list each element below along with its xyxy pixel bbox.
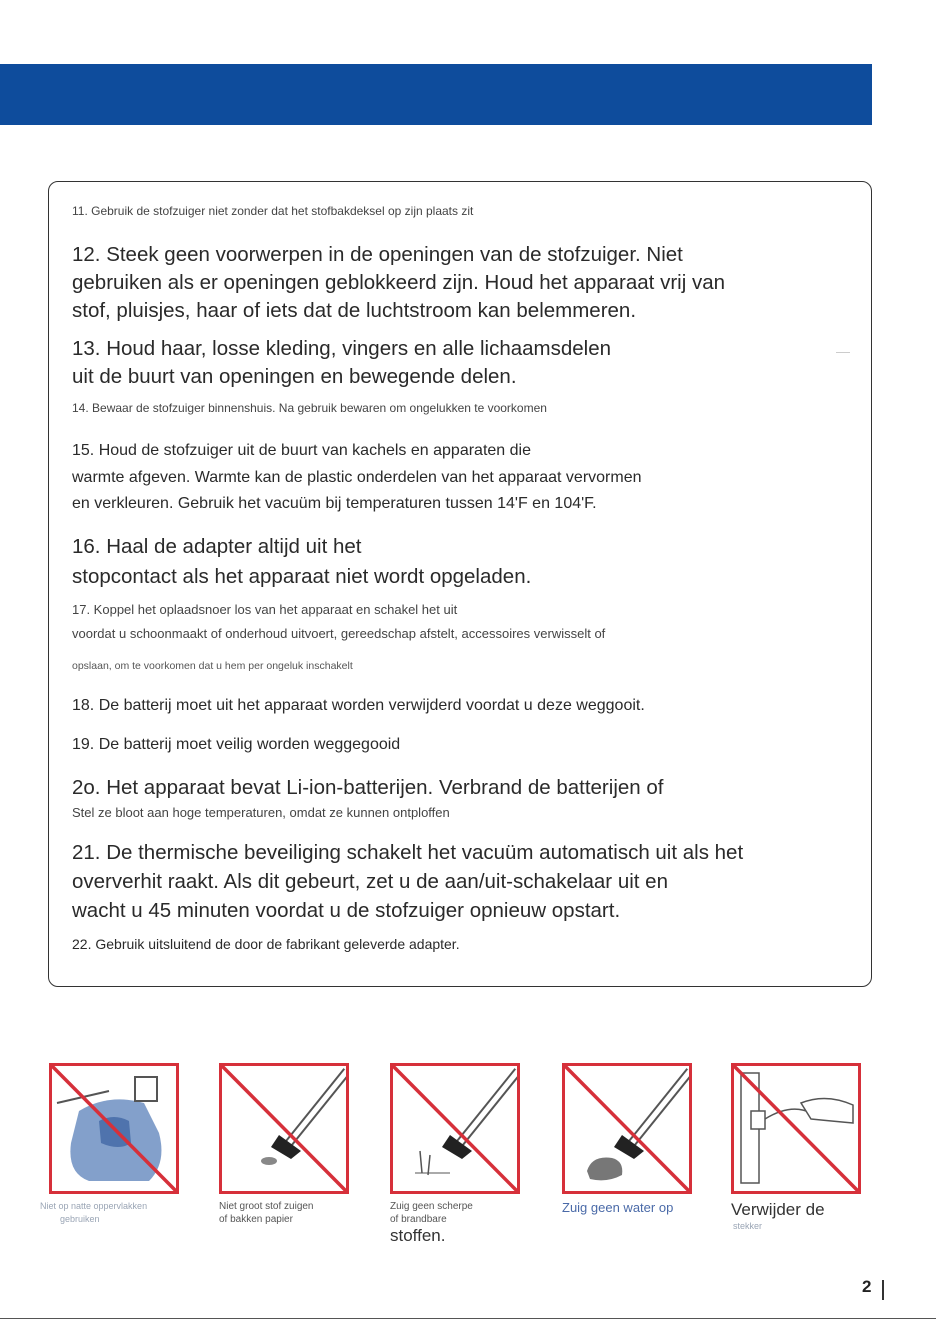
caption-large-debris-line-1: Niet groot stof zuigen: [219, 1201, 314, 1212]
instruction-14: 14. Bewaar de stofzuiger binnenshuis. Na gebruik bewaren om ongelukken te voorkomen: [72, 401, 547, 415]
no-unplug-by-cord-icon: [731, 1063, 861, 1194]
no-wet-surface-icon: [49, 1063, 179, 1194]
no-sharp-objects-icon: [390, 1063, 520, 1194]
caption-sharp-objects-line-2: of brandbare: [390, 1214, 447, 1225]
caption-water-line-1: Zuig geen water op: [562, 1200, 674, 1215]
no-water-icon: [562, 1063, 692, 1194]
caption-sharp-objects: [390, 1200, 525, 1246]
instruction-13-line-1: 13. Houd haar, losse kleding, vingers en alle lichaamsdelen: [72, 337, 612, 360]
instruction-12-line-2: gebruiken als er openingen geblokkeerd zijn. Houd het apparaat vrij van: [72, 271, 726, 294]
instruction-21-line-3: wacht u 45 minuten voordat u de stofzuiger opnieuw opstart.: [72, 899, 621, 922]
caption-sharp-objects-line-3: stoffen.: [390, 1226, 446, 1245]
header-band: [0, 64, 872, 125]
caption-wet-surface-line-2: gebruiken: [60, 1214, 100, 1224]
bottom-rule: [0, 1318, 936, 1319]
instruction-21-line-1: 21. De thermische beveiliging schakelt het vacuüm automatisch uit als het: [72, 841, 744, 864]
caption-sharp-objects-line-1: Zuig geen scherpe: [390, 1201, 473, 1212]
caption-unplug-line-1: Verwijder de: [731, 1200, 825, 1219]
caption-large-debris: [219, 1200, 354, 1226]
instruction-20-line-1: 2o. Het apparaat bevat Li-ion-batterijen. Verbrand de batterijen of: [72, 776, 664, 799]
instruction-13-line-2: uit de buurt van openingen en bewegende delen.: [72, 365, 517, 388]
instruction-15-line-2: warmte afgeven. Warmte kan de plastic onderdelen van het apparaat vervormen: [72, 469, 642, 486]
instruction-20-line-2: Stel ze bloot aan hoge temperaturen, omdat ze kunnen ontploffen: [72, 805, 450, 820]
instruction-19: 19. De batterij moet veilig worden weggegooid: [72, 736, 401, 753]
side-mark: [836, 352, 850, 353]
instruction-12-line-1: 12. Steek geen voorwerpen in de openingen van de stofzuiger. Niet: [72, 243, 683, 266]
instruction-11: 11. Gebruik de stofzuiger niet zonder dat het stofbakdeksel op zijn plaats zit: [72, 204, 474, 218]
instruction-17-line-1: 17. Koppel het oplaadsnoer los van het apparaat en schakel het uit: [72, 602, 458, 617]
caption-wet-surface: [40, 1200, 175, 1226]
page-number: 2: [862, 1277, 872, 1296]
instruction-22: 22. Gebruik uitsluitend de door de fabrikant geleverde adapter.: [72, 936, 460, 952]
caption-unplug: [731, 1200, 866, 1233]
instruction-15-line-3: en verkleuren. Gebruik het vacuüm bij temperaturen tussen 14'F en 104'F.: [72, 495, 597, 512]
caption-water: [562, 1200, 697, 1215]
instruction-17-line-3: opslaan, om te voorkomen dat u hem per ongeluk inschakelt: [72, 660, 353, 672]
corner-mark: [882, 1280, 884, 1300]
instruction-17-line-2: voordat u schoonmaakt of onderhoud uitvoert, gereedschap afstelt, accessoires verwisselt of: [72, 626, 606, 641]
instruction-21-line-2: oververhit raakt. Als dit gebeurt, zet u de aan/uit-schakelaar uit en: [72, 870, 668, 893]
instruction-16-line-1: 16. Haal de adapter altijd uit het: [72, 535, 362, 558]
no-large-debris-icon: [219, 1063, 349, 1194]
caption-unplug-line-2: stekker: [733, 1221, 763, 1231]
instruction-18: 18. De batterij moet uit het apparaat worden verwijderd voordat u deze weggooit.: [72, 697, 645, 714]
instruction-16-line-2: stopcontact als het apparaat niet wordt opgeladen.: [72, 565, 532, 588]
instruction-15-line-1: 15. Houd de stofzuiger uit de buurt van kachels en apparaten die: [72, 442, 531, 459]
instruction-12-line-3: stof, pluisjes, haar of iets dat de luchtstroom kan belemmeren.: [72, 299, 637, 322]
caption-wet-surface-line-1: Niet op natte oppervlakken: [40, 1201, 148, 1211]
caption-large-debris-line-2: of bakken papier: [219, 1214, 293, 1225]
